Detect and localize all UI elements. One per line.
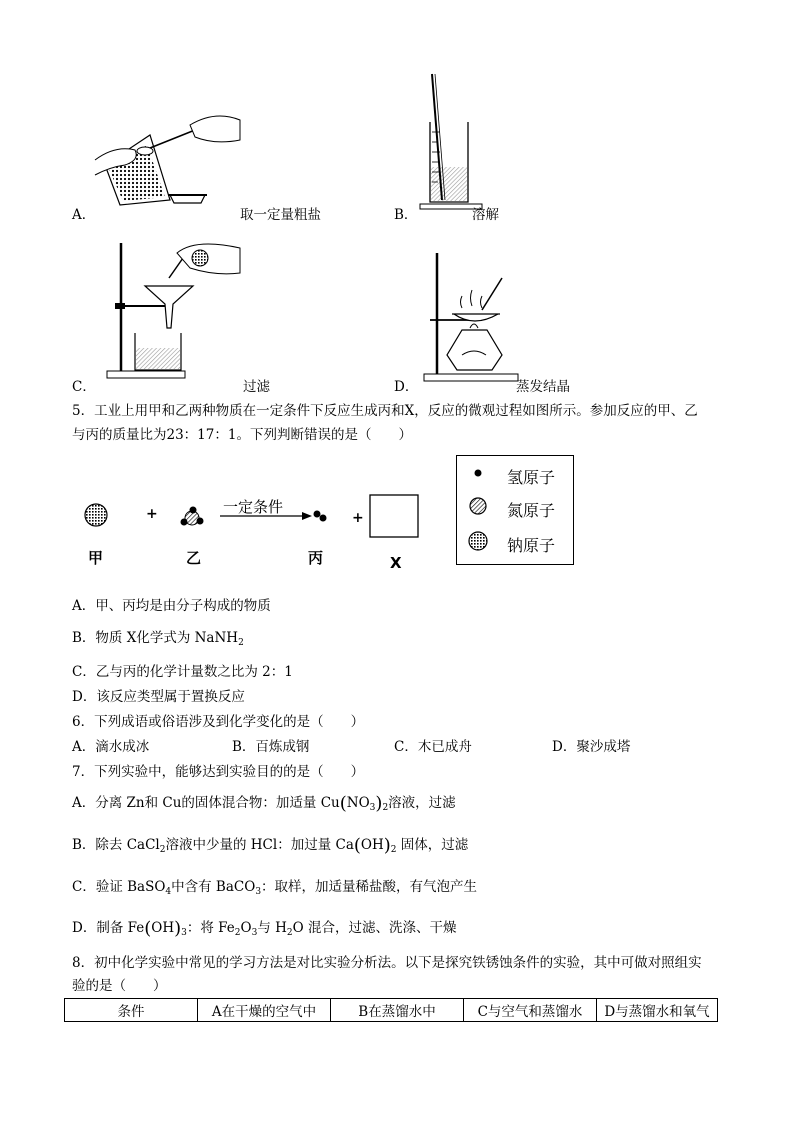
- q5-option-c: C．乙与丙的化学计量数之比为 2：1: [72, 664, 293, 680]
- q7-option-a: A．分离 Zn和 Cu的固体混合物：加适量 $Cu(NO_3)_2$溶液，过滤: [72, 793, 456, 814]
- label-x: X: [390, 554, 402, 572]
- option-d-letter: D．: [394, 379, 419, 395]
- option-c-caption: 过滤: [243, 379, 270, 395]
- legend-sodium: 钠原子: [507, 536, 556, 555]
- filtration-setup-illustration: [105, 238, 245, 383]
- option-d-caption: 蒸发结晶: [516, 379, 570, 395]
- label-bing: 丙: [308, 549, 324, 567]
- q6-stem: 6．下列成语或俗语涉及到化学变化的是（ ）: [72, 714, 365, 730]
- hydrogen-molecule-bing: [314, 511, 327, 522]
- table-cell-a: A在干燥的空气中: [198, 999, 331, 1022]
- q5-stem-line2: 与丙的质量比为23：17：1。下列判断错误的是（ ）: [72, 427, 412, 443]
- option-c-letter: C．: [72, 379, 96, 395]
- ammonia-molecule-yi: [181, 507, 204, 526]
- table-cell-d: D与蒸馏水和氧气: [597, 999, 718, 1022]
- q5-option-a: A．甲、丙均是由分子构成的物质: [72, 598, 271, 614]
- q5-stem-line1: 5．工业上用甲和乙两种物质在一定条件下反应生成丙和X，反应的微观过程如图所示。参加反应的甲、乙: [72, 403, 698, 419]
- dissolving-beaker-illustration: [418, 72, 488, 212]
- option-a-caption: 取一定量粗盐: [240, 207, 321, 223]
- table-cell-c: C与空气和蒸馏水: [464, 999, 597, 1022]
- q6-option-d: D．聚沙成塔: [552, 739, 631, 755]
- q8-stem-line1: 8．初中化学实验中常见的学习方法是对比实验分析法。以下是探究铁锈蚀条件的实验，其中可做对照组实: [72, 955, 702, 971]
- legend-nitrogen: 氮原子: [507, 501, 556, 520]
- q6-option-a: A．滴水成冰: [72, 739, 150, 755]
- atom-legend: [456, 455, 574, 565]
- table-row: [65, 999, 718, 1022]
- product-x-box: [370, 495, 418, 537]
- evaporation-setup-illustration: [422, 250, 522, 385]
- plus-sign-1: +: [146, 506, 158, 522]
- rust-conditions-table: [64, 998, 718, 1022]
- q6-option-c: C．木已成舟: [394, 739, 472, 755]
- sodium-atom-jia: [85, 504, 107, 526]
- q5-option-b: B．物质 X化学式为 NaNH$_2$: [72, 630, 244, 648]
- table-cell-condition: 条件: [65, 999, 198, 1022]
- label-yi: 乙: [186, 549, 202, 567]
- q7-option-c: C．验证 BaSO$_4$中含有 BaCO$_3$：取样，加适量稀盐酸，有气泡产生: [72, 879, 478, 897]
- q6-option-b: B．百炼成钢: [232, 739, 310, 755]
- label-jia: 甲: [88, 549, 104, 567]
- option-b-caption: 溶解: [472, 207, 499, 223]
- table-cell-b: B在蒸馏水中: [331, 999, 464, 1022]
- q8-stem-line2: 验的是（ ）: [72, 978, 167, 994]
- reaction-condition-label: 一定条件: [223, 498, 284, 516]
- q7-stem: 7．下列实验中，能够达到实验目的的是（ ）: [72, 764, 365, 780]
- legend-hydrogen: 氢原子: [507, 468, 556, 487]
- q7-option-d: D．制备 $Fe(OH)_3$：将 $Fe_2O_3$与 $H_2O$ 混合，过滤、洗涤、干燥: [72, 918, 457, 939]
- plus-sign-2: +: [352, 510, 364, 526]
- option-b-letter: B．: [394, 207, 418, 223]
- q5-option-d: D．该反应类型属于置换反应: [72, 689, 245, 705]
- option-a-letter: A．: [72, 207, 96, 223]
- salt-scooping-illustration: [95, 105, 245, 215]
- q7-option-b: B．除去 CaCl$_2$溶液中少量的 HCl：加过量 $Ca(OH)_2$ 固体，过滤: [72, 835, 469, 856]
